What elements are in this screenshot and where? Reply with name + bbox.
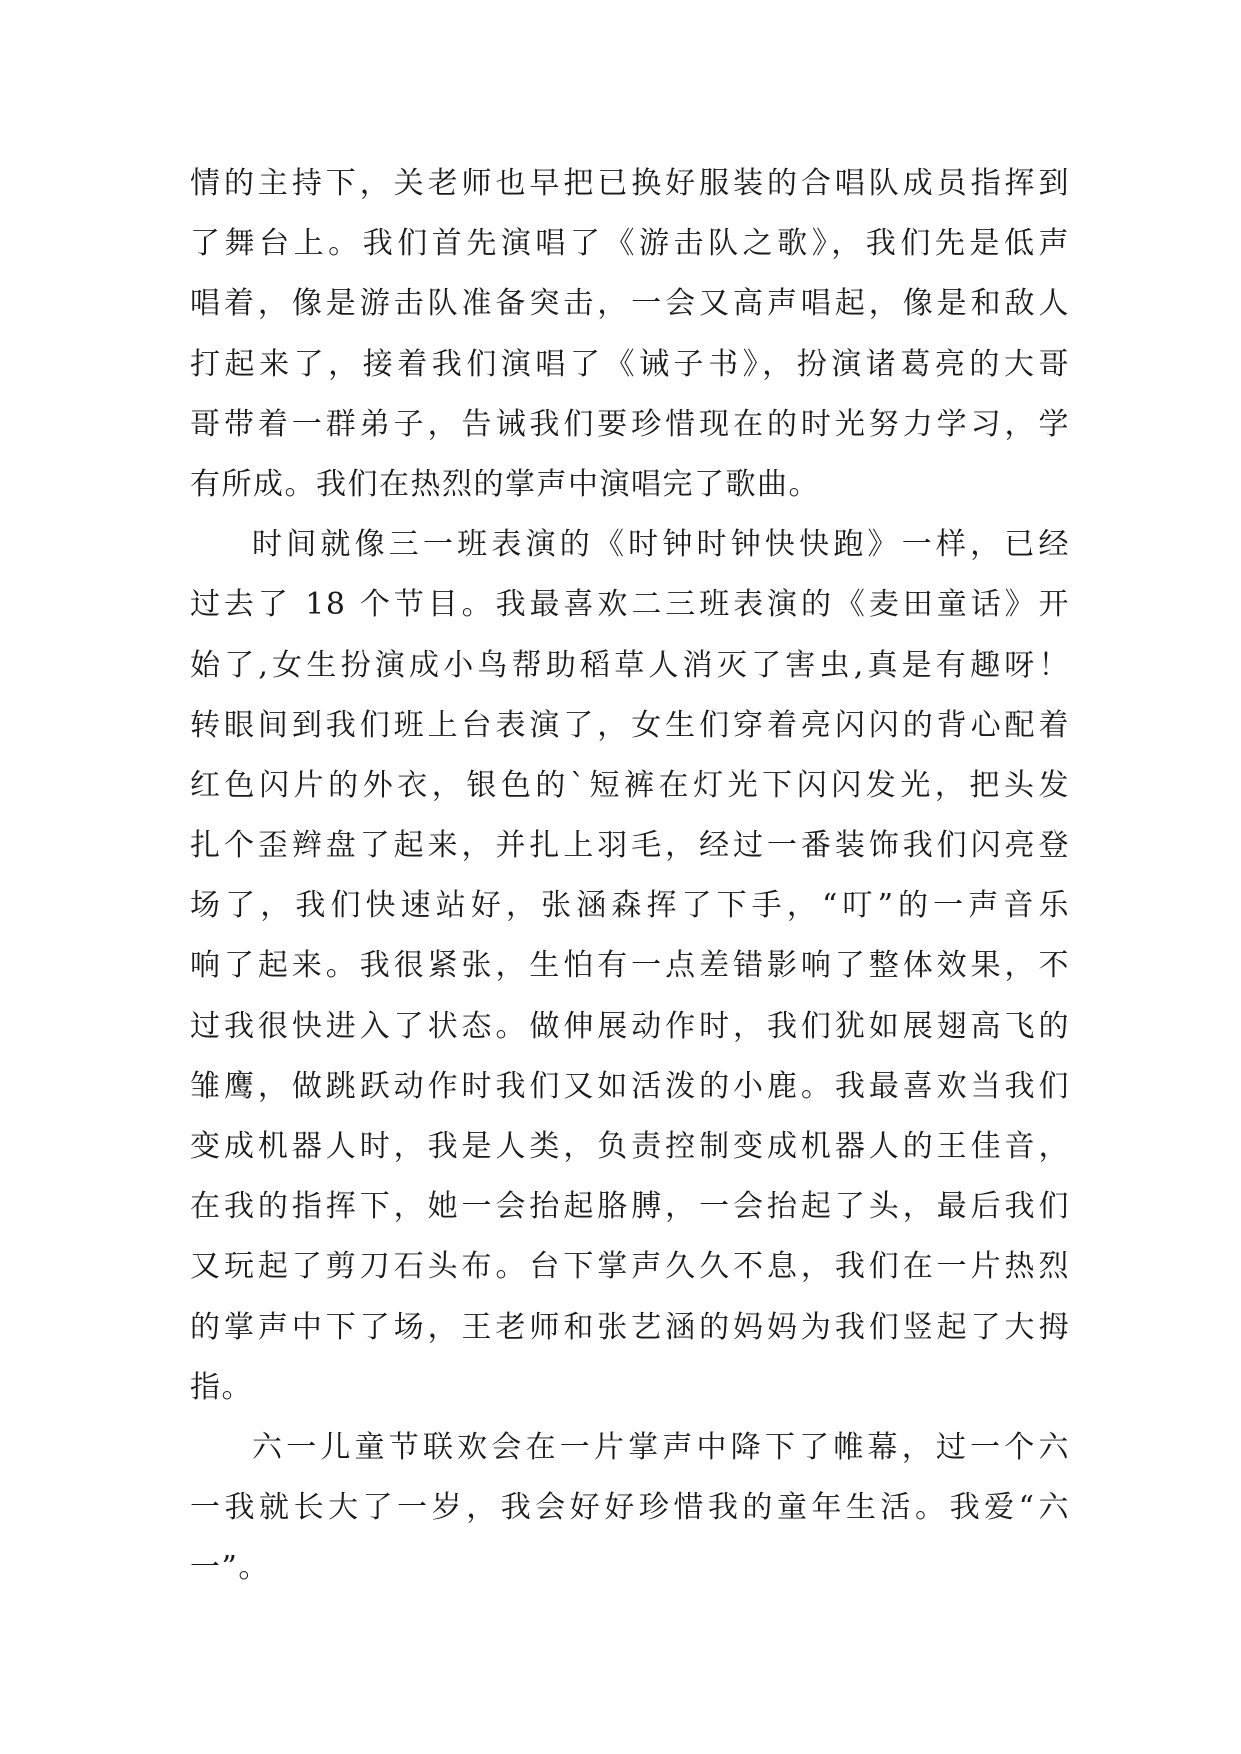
text-line: 雏鹰，做跳跃动作时我们又如活泼的小鹿。我最喜欢当我们 xyxy=(190,1068,1070,1104)
text-line: 场了，我们快速站好，张涵森挥了下手，“叮”的一声音乐 xyxy=(190,888,1070,924)
text-line: 唱着，像是游击队准备突击，一会又高声唱起，像是和敌人 xyxy=(190,286,1070,322)
text-line: 的掌声中下了场，王老师和张艺涵的妈妈为我们竖起了大拇 xyxy=(190,1309,1070,1345)
text-line: 打起来了，接着我们演唱了《诫子书》，扮演诸葛亮的大哥 xyxy=(190,346,1070,382)
text-line: 情的主持下，关老师也早把已换好服装的合唱队成员指挥到 xyxy=(190,166,1070,201)
text-line: 哥带着一群弟子，告诫我们要珍惜现在的时光努力学习，学 xyxy=(190,406,1070,442)
text-line: 扎个歪辫盘了起来，并扎上羽毛，经过一番装饰我们闪亮登 xyxy=(190,828,1070,864)
text-line: 有所成。我们在热烈的掌声中演唱完了歌曲。 xyxy=(190,466,820,502)
document-body xyxy=(190,154,1070,1599)
text-line: 在我的指挥下，她一会抬起胳膊，一会抬起了头，最后我们 xyxy=(190,1189,1070,1225)
text-line: 变成机器人时，我是人类，负责控制变成机器人的王佳音， xyxy=(190,1129,1070,1164)
text-line: 转眼间到我们班上台表演了，女生们穿着亮闪闪的背心配着 xyxy=(190,707,1070,743)
text-line: 过我很快进入了状态。做伸展动作时，我们犹如展翅高飞的 xyxy=(190,1008,1070,1044)
text-line: 指。 xyxy=(190,1369,253,1405)
text-line: 了舞台上。我们首先演唱了《游击队之歌》，我们先是低声 xyxy=(190,226,1070,262)
text-line: 红色闪片的外衣，银色的`短裤在灯光下闪闪发光，把头发 xyxy=(190,767,1070,803)
text-line: 过去了 18 个节目。我最喜欢二三班表演的《麦田童话》开 xyxy=(190,587,1070,623)
text-line: 又玩起了剪刀石头布。台下掌声久久不息，我们在一片热烈 xyxy=(190,1249,1070,1285)
text-line: 一”。 xyxy=(190,1550,270,1586)
text-line: 时间就像三一班表演的《时钟时钟快快跑》一样，已经 xyxy=(252,527,1070,563)
text-line: 响了起来。我很紧张，生怕有一点差错影响了整体效果，不 xyxy=(190,948,1070,984)
text-line: 六一儿童节联欢会在一片掌声中降下了帷幕，过一个六 xyxy=(252,1429,1070,1465)
text-line: 始了,女生扮演成小鸟帮助稻草人消灭了害虫,真是有趣呀！ xyxy=(190,647,1070,683)
text-line: 一我就长大了一岁，我会好好珍惜我的童年生活。我爱“六 xyxy=(190,1490,1070,1526)
